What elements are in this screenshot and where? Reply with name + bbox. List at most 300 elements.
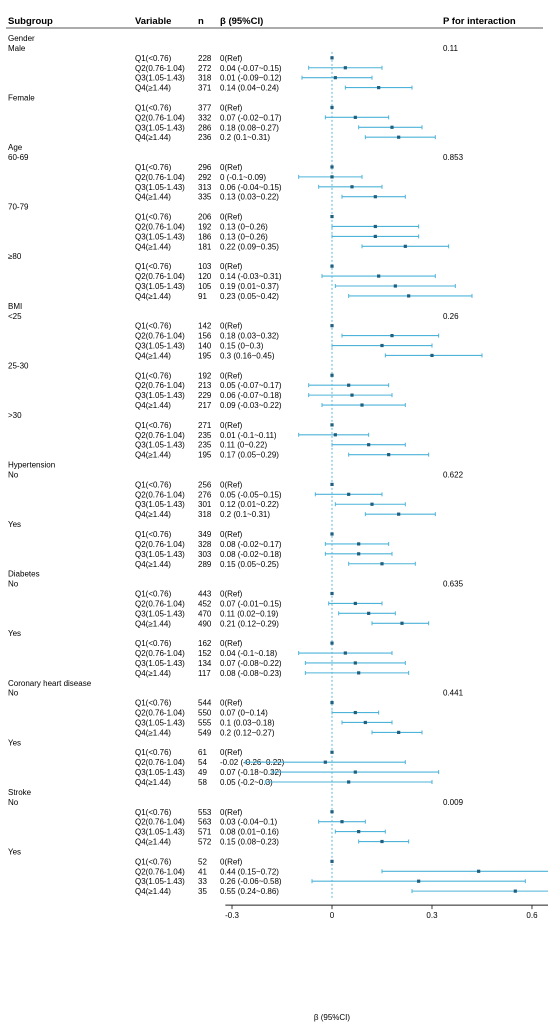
variable-label: Q1(<0.76) (135, 162, 172, 172)
sample-n: 335 (198, 192, 212, 202)
beta-ci-label: 0.04 (-0.1~0.18) (220, 649, 278, 659)
variable-label: Q3(1.05-1.43) (135, 73, 185, 83)
subgroup-category: Gender (8, 34, 35, 43)
variable-label: Q3(1.05-1.43) (135, 768, 185, 778)
beta-ci-label: 0(Ref) (220, 807, 243, 817)
variable-label: Q2(0.76-1.04) (135, 331, 185, 341)
sample-n: 328 (198, 539, 212, 549)
beta-ci-label: 0(Ref) (220, 162, 243, 172)
variable-label: Q2(0.76-1.04) (135, 758, 185, 768)
ci-marks (245, 56, 548, 893)
variable-label: Q4(≥1.44) (135, 559, 171, 569)
point-estimate (354, 661, 357, 664)
sample-n: 289 (198, 559, 212, 569)
sample-n: 313 (198, 182, 212, 192)
table-rows (8, 34, 464, 896)
header-subgroup: Subgroup (8, 16, 53, 27)
point-estimate (340, 820, 343, 823)
sample-n: 318 (198, 510, 212, 520)
sample-n: 217 (198, 401, 212, 411)
variable-label: Q3(1.05-1.43) (135, 500, 185, 510)
p-interaction: 0.441 (443, 688, 464, 698)
variable-label: Q3(1.05-1.43) (135, 877, 185, 887)
beta-ci-label: 0.21 (0.12~0.29) (220, 619, 279, 629)
p-interaction: 0.009 (443, 797, 464, 807)
point-estimate (380, 344, 383, 347)
beta-ci-label: 0.26 (-0.06~0.58) (220, 877, 282, 887)
variable-label: Q2(0.76-1.04) (135, 867, 185, 877)
subgroup-level: Yes (8, 629, 22, 639)
sample-n: 58 (198, 778, 207, 787)
x-tick-label: -0.3 (225, 911, 239, 921)
point-estimate (330, 532, 333, 535)
variable-label: Q3(1.05-1.43) (135, 341, 185, 351)
beta-ci-label: 0(Ref) (220, 857, 243, 867)
subgroup-level: Male (8, 43, 26, 53)
sample-n: 117 (198, 668, 211, 678)
beta-ci-label: 0.1 (0.03~0.18) (220, 718, 275, 728)
sample-n: 152 (198, 649, 212, 659)
point-estimate (430, 354, 433, 357)
beta-ci-label: 0.01 (-0.09~0.12) (220, 73, 282, 83)
subgroup-level: Yes (8, 520, 22, 530)
beta-ci-label: 0.13 (0.03~0.22) (220, 192, 279, 202)
beta-ci-label: 0.55 (0.24~0.86) (220, 887, 279, 897)
beta-ci-label: 0(Ref) (220, 103, 243, 113)
variable-label: Q1(<0.76) (135, 857, 172, 867)
sample-n: 272 (198, 63, 212, 73)
p-interaction: 0.635 (443, 579, 464, 589)
beta-ci-label: 0.2 (0.1~0.31) (220, 510, 271, 520)
variable-label: Q4(≥1.44) (135, 83, 171, 93)
point-estimate (514, 890, 517, 893)
variable-label: Q1(<0.76) (135, 480, 172, 490)
sample-n: 303 (198, 549, 212, 559)
p-interaction: 0.26 (443, 311, 459, 321)
sample-n: 292 (198, 172, 212, 182)
subgroup-level: No (8, 688, 19, 698)
beta-ci-label: 0.06 (-0.04~0.15) (220, 182, 282, 192)
point-estimate (330, 374, 333, 377)
variable-label: Q4(≥1.44) (135, 242, 171, 252)
sample-n: 162 (198, 639, 212, 649)
sample-n: 35 (198, 887, 207, 897)
point-estimate (377, 274, 380, 277)
variable-label: Q1(<0.76) (135, 53, 172, 63)
point-estimate (354, 116, 357, 119)
header-p: P for interaction (443, 16, 516, 27)
point-estimate (360, 403, 363, 406)
beta-ci-label: 0(Ref) (220, 53, 243, 63)
beta-ci-label: 0.23 (0.05~0.42) (220, 291, 279, 301)
variable-label: Q1(<0.76) (135, 698, 172, 708)
beta-ci-label: 0.03 (-0.04~0.1) (220, 817, 278, 827)
variable-label: Q2(0.76-1.04) (135, 649, 185, 659)
beta-ci-label: 0.15 (0.05~0.25) (220, 559, 279, 569)
subgroup-level: <25 (8, 311, 22, 321)
beta-ci-label: 0.07 (-0.01~0.15) (220, 599, 282, 609)
point-estimate (357, 830, 360, 833)
variable-label: Q2(0.76-1.04) (135, 63, 185, 73)
point-estimate (344, 651, 347, 654)
point-estimate (407, 294, 410, 297)
sample-n: 301 (198, 500, 212, 510)
variable-label: Q2(0.76-1.04) (135, 817, 185, 827)
sample-n: 206 (198, 212, 212, 222)
point-estimate (330, 165, 333, 168)
x-tick-label: 0.3 (426, 911, 438, 921)
sample-n: 371 (198, 83, 212, 93)
point-estimate (394, 284, 397, 287)
variable-label: Q1(<0.76) (135, 420, 172, 430)
variable-label: Q2(0.76-1.04) (135, 272, 185, 282)
sample-n: 470 (198, 609, 212, 619)
point-estimate (397, 513, 400, 516)
subgroup-category: Stroke (8, 787, 32, 797)
sample-n: 54 (198, 758, 207, 768)
variable-label: Q1(<0.76) (135, 262, 172, 272)
beta-ci-label: 0.12 (0.01~0.22) (220, 500, 279, 510)
variable-label: Q4(≥1.44) (135, 887, 171, 897)
beta-ci-label: 0(Ref) (220, 698, 243, 708)
sample-n: 213 (198, 381, 212, 391)
sample-n: 318 (198, 73, 212, 83)
beta-ci-label: 0.2 (0.1~0.31) (220, 133, 271, 143)
sample-n: 120 (198, 272, 212, 282)
beta-ci-label: 0.13 (0~0.26) (220, 232, 268, 242)
variable-label: Q2(0.76-1.04) (135, 490, 185, 500)
beta-ci-label: 0.15 (0.08~0.23) (220, 837, 279, 847)
beta-ci-label: 0.18 (0.08~0.27) (220, 123, 279, 133)
variable-label: Q4(≥1.44) (135, 510, 171, 520)
sample-n: 555 (198, 718, 212, 728)
point-estimate (330, 592, 333, 595)
point-estimate (380, 840, 383, 843)
sample-n: 236 (198, 133, 212, 143)
point-estimate (390, 334, 393, 337)
subgroup-level: Yes (8, 847, 22, 857)
variable-label: Q1(<0.76) (135, 639, 172, 649)
point-estimate (344, 66, 347, 69)
sample-n: 443 (198, 589, 212, 599)
point-estimate (350, 394, 353, 397)
subgroup-level: No (8, 579, 19, 589)
sample-n: 140 (198, 341, 212, 351)
variable-label: Q2(0.76-1.04) (135, 599, 185, 609)
variable-label: Q4(≥1.44) (135, 192, 171, 202)
beta-ci-label: 0.06 (-0.07~0.18) (220, 391, 282, 401)
sample-n: 332 (198, 113, 212, 123)
point-estimate (324, 761, 327, 764)
point-estimate (374, 235, 377, 238)
sample-n: 41 (198, 867, 207, 877)
variable-label: Q3(1.05-1.43) (135, 123, 185, 133)
variable-label: Q1(<0.76) (135, 589, 172, 599)
beta-ci-label: 0.11 (0.02~0.19) (220, 609, 279, 619)
variable-label: Q3(1.05-1.43) (135, 391, 185, 401)
subgroup-level: 25-30 (8, 361, 29, 371)
subgroup-level: No (8, 470, 19, 480)
point-estimate (330, 324, 333, 327)
beta-ci-label: 0.13 (0~0.26) (220, 222, 268, 232)
sample-n: 103 (198, 262, 212, 272)
variable-label: Q1(<0.76) (135, 212, 172, 222)
sample-n: 276 (198, 490, 212, 500)
beta-ci-label: 0.08 (-0.02~0.17) (220, 539, 282, 549)
point-estimate (387, 453, 390, 456)
x-tick-label: 0 (329, 911, 335, 921)
beta-ci-label: 0.14 (0.04~0.24) (220, 83, 279, 93)
variable-label: Q1(<0.76) (135, 103, 172, 113)
point-estimate (354, 711, 357, 714)
p-interaction: 0.853 (443, 153, 464, 163)
variable-label: Q1(<0.76) (135, 530, 172, 539)
sample-n: 195 (198, 450, 212, 460)
sample-n: 544 (198, 698, 212, 708)
variable-label: Q2(0.76-1.04) (135, 222, 185, 232)
beta-ci-label: -0.02 (-0.26~0.22) (220, 758, 285, 768)
point-estimate (357, 671, 360, 674)
variable-label: Q3(1.05-1.43) (135, 609, 185, 619)
sample-n: 550 (198, 708, 212, 718)
x-axis (225, 905, 548, 1022)
beta-ci-label: 0.07 (-0.08~0.22) (220, 658, 282, 668)
variable-label: Q2(0.76-1.04) (135, 539, 185, 549)
sample-n: 349 (198, 530, 212, 539)
variable-label: Q3(1.05-1.43) (135, 282, 185, 291)
variable-label: Q4(≥1.44) (135, 291, 171, 301)
sample-n: 228 (198, 53, 212, 63)
variable-label: Q4(≥1.44) (135, 401, 171, 411)
variable-label: Q4(≥1.44) (135, 450, 171, 460)
variable-label: Q4(≥1.44) (135, 351, 171, 361)
beta-ci-label: 0(Ref) (220, 530, 243, 539)
sample-n: 192 (198, 371, 212, 381)
header-n: n (198, 16, 204, 27)
point-estimate (347, 493, 350, 496)
point-estimate (330, 56, 333, 59)
variable-label: Q4(≥1.44) (135, 778, 171, 787)
point-estimate (380, 562, 383, 565)
variable-label: Q1(<0.76) (135, 807, 172, 817)
variable-label: Q3(1.05-1.43) (135, 718, 185, 728)
beta-ci-label: 0(Ref) (220, 321, 243, 331)
point-estimate (477, 870, 480, 873)
point-estimate (334, 433, 337, 436)
beta-ci-label: 0(Ref) (220, 262, 243, 272)
point-estimate (367, 443, 370, 446)
point-estimate (330, 423, 333, 426)
header-variable: Variable (135, 16, 172, 27)
point-estimate (330, 106, 333, 109)
point-estimate (330, 483, 333, 486)
subgroup-level: Female (8, 93, 35, 103)
point-estimate (367, 612, 370, 615)
sample-n: 553 (198, 807, 212, 817)
beta-ci-label: 0.44 (0.15~0.72) (220, 867, 279, 877)
sample-n: 490 (198, 619, 212, 629)
point-estimate (350, 185, 353, 188)
point-estimate (357, 542, 360, 545)
beta-ci-label: 0.2 (0.12~0.27) (220, 728, 275, 738)
point-estimate (397, 731, 400, 734)
p-interaction: 0.622 (443, 470, 464, 480)
point-estimate (330, 215, 333, 218)
sample-n: 296 (198, 162, 212, 172)
variable-label: Q3(1.05-1.43) (135, 440, 185, 450)
beta-ci-label: 0.19 (0.01~0.37) (220, 282, 279, 291)
variable-label: Q4(≥1.44) (135, 133, 171, 143)
header-beta: β (95%CI) (220, 16, 264, 27)
point-estimate (374, 225, 377, 228)
p-interaction: 0.11 (443, 43, 458, 53)
sample-n: 549 (198, 728, 212, 738)
beta-ci-label: 0.05 (-0.07~0.17) (220, 381, 282, 391)
sample-n: 271 (198, 420, 212, 430)
sample-n: 156 (198, 331, 212, 341)
sample-n: 235 (198, 440, 212, 450)
beta-ci-label: 0(Ref) (220, 420, 243, 430)
subgroup-level: No (8, 797, 19, 807)
variable-label: Q1(<0.76) (135, 371, 172, 381)
variable-label: Q4(≥1.44) (135, 668, 171, 678)
subgroup-level: 70-79 (8, 202, 29, 212)
point-estimate (334, 76, 337, 79)
sample-n: 134 (198, 658, 212, 668)
beta-ci-label: 0.22 (0.09~0.35) (220, 242, 279, 252)
subgroup-level: Yes (8, 738, 22, 748)
table-header (6, 16, 543, 28)
sample-n: 229 (198, 391, 212, 401)
subgroup-category: Coronary heart disease (8, 678, 92, 688)
beta-ci-label: 0.04 (-0.07~0.15) (220, 63, 282, 73)
point-estimate (374, 195, 377, 198)
variable-label: Q1(<0.76) (135, 748, 172, 758)
beta-ci-label: 0.07 (-0.02~0.17) (220, 113, 282, 123)
subgroup-category: Hypertension (8, 460, 56, 470)
point-estimate (330, 751, 333, 754)
variable-label: Q2(0.76-1.04) (135, 708, 185, 718)
point-estimate (377, 86, 380, 89)
point-estimate (347, 780, 350, 783)
sample-n: 181 (198, 242, 212, 252)
beta-ci-label: 0.18 (0.03~0.32) (220, 331, 279, 341)
variable-label: Q4(≥1.44) (135, 728, 171, 738)
beta-ci-label: 0.08 (-0.08~0.23) (220, 668, 282, 678)
subgroup-level: 60-69 (8, 153, 29, 163)
point-estimate (354, 770, 357, 773)
beta-ci-label: 0.01 (-0.1~0.11) (220, 430, 277, 440)
beta-ci-label: 0.11 (0~0.22) (220, 440, 268, 450)
variable-label: Q2(0.76-1.04) (135, 113, 185, 123)
subgroup-level: ≥80 (8, 252, 22, 262)
beta-ci-label: 0.3 (0.16~0.45) (220, 351, 275, 361)
sample-n: 142 (198, 321, 212, 331)
beta-ci-label: 0.14 (-0.03~0.31) (220, 272, 282, 282)
sample-n: 186 (198, 232, 212, 242)
sample-n: 571 (198, 827, 212, 837)
beta-ci-label: 0(Ref) (220, 480, 243, 490)
sample-n: 61 (198, 748, 207, 758)
beta-ci-label: 0.08 (-0.02~0.18) (220, 549, 282, 559)
sample-n: 105 (198, 282, 212, 291)
sample-n: 572 (198, 837, 212, 847)
sample-n: 192 (198, 222, 212, 232)
variable-label: Q3(1.05-1.43) (135, 182, 185, 192)
subgroup-level: >30 (8, 410, 22, 420)
sample-n: 195 (198, 351, 212, 361)
variable-label: Q3(1.05-1.43) (135, 658, 185, 668)
beta-ci-label: 0.07 (-0.18~0.32) (220, 768, 282, 778)
point-estimate (330, 810, 333, 813)
point-estimate (330, 265, 333, 268)
point-estimate (354, 602, 357, 605)
variable-label: Q1(<0.76) (135, 321, 172, 331)
variable-label: Q4(≥1.44) (135, 837, 171, 847)
beta-ci-label: 0(Ref) (220, 748, 243, 758)
point-estimate (330, 175, 333, 178)
beta-ci-label: 0.05 (-0.2~0.3) (220, 778, 273, 787)
point-estimate (370, 503, 373, 506)
sample-n: 49 (198, 768, 207, 778)
variable-label: Q3(1.05-1.43) (135, 232, 185, 242)
x-axis-label: β (95%CI) (313, 1013, 351, 1022)
variable-label: Q4(≥1.44) (135, 619, 171, 629)
sample-n: 52 (198, 857, 207, 867)
point-estimate (397, 136, 400, 139)
subgroup-category: Age (8, 143, 23, 153)
variable-label: Q3(1.05-1.43) (135, 549, 185, 559)
beta-ci-label: 0.05 (-0.05~0.15) (220, 490, 282, 500)
beta-ci-label: 0.17 (0.05~0.29) (220, 450, 279, 460)
variable-label: Q2(0.76-1.04) (135, 381, 185, 391)
beta-ci-label: 0(Ref) (220, 639, 243, 649)
beta-ci-label: 0.07 (0~0.14) (220, 708, 268, 718)
beta-ci-label: 0(Ref) (220, 212, 243, 222)
beta-ci-label: 0.08 (0.01~0.16) (220, 827, 279, 837)
sample-n: 377 (198, 103, 212, 113)
point-estimate (417, 880, 420, 883)
subgroup-category: BMI (8, 301, 23, 311)
point-estimate (330, 860, 333, 863)
point-estimate (330, 701, 333, 704)
variable-label: Q2(0.76-1.04) (135, 430, 185, 440)
point-estimate (357, 552, 360, 555)
sample-n: 452 (198, 599, 212, 609)
point-estimate (347, 384, 350, 387)
point-estimate (400, 622, 403, 625)
variable-label: Q3(1.05-1.43) (135, 827, 185, 837)
point-estimate (390, 126, 393, 129)
point-estimate (364, 721, 367, 724)
variable-label: Q2(0.76-1.04) (135, 172, 185, 182)
sample-n: 256 (198, 480, 212, 490)
subgroup-category: Diabetes (8, 569, 40, 579)
beta-ci-label: 0 (-0.1~0.09) (220, 172, 267, 182)
beta-ci-label: 0(Ref) (220, 371, 243, 381)
sample-n: 91 (198, 291, 207, 301)
sample-n: 235 (198, 430, 212, 440)
beta-ci-label: 0.09 (-0.03~0.22) (220, 401, 282, 411)
sample-n: 286 (198, 123, 212, 133)
beta-ci-label: 0(Ref) (220, 589, 243, 599)
sample-n: 563 (198, 817, 212, 827)
point-estimate (330, 642, 333, 645)
sample-n: 33 (198, 877, 207, 887)
x-tick-label: 0.6 (526, 911, 538, 921)
beta-ci-label: 0.15 (0~0.3) (220, 341, 264, 351)
point-estimate (404, 245, 407, 248)
